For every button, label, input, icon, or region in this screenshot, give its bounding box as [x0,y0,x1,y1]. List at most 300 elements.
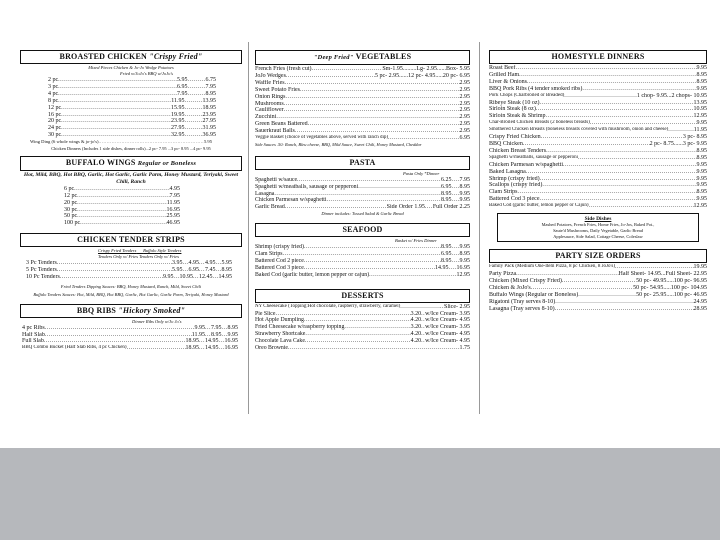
item-price: 2.95 [459,121,470,128]
dot-leader [578,155,696,162]
menu-column-middle [255,48,470,352]
buffalo-wings-header: BUFFALO WINGS Regular or Boneless [20,156,242,171]
broasted-subtitle: Mixed Pieces Chicken & Jo-Jo Wedge Potatoes [88,65,174,70]
item-name: Chicken Parmesan w/spaghetti [489,161,563,168]
item-price: w/Ice Cream- 4.95 [425,338,470,345]
item-price: 11.95 [693,127,707,134]
list-item [20,338,242,345]
item-price: 6.95 [441,183,452,190]
item-name: Spaghetti w/sauce [255,176,298,183]
item-name: 20 pc [64,199,78,206]
item-price: 2.95 [459,114,470,121]
item-price: 50 pc- 25.95.....100 pc- 46.95 [636,292,707,299]
item-name: BBQ Chicken [489,140,523,147]
item-name: Strawberry Shortcake [255,331,306,338]
dot-leader [304,265,435,272]
ribs-list [20,325,242,353]
item-price: 16.95 [456,264,470,271]
item-name: Clam Strips [255,251,283,257]
dot-leader [286,94,460,101]
item-price: Sm-1.95.........Lg- 2.95......Box- 5.95 [382,66,470,72]
vegetables-header: "Deep Fried" VEGETABLES [255,50,470,65]
homestyle-header: HOMESTYLE DINNERS [489,50,707,64]
list-item [20,112,242,119]
dot-leader [300,87,460,94]
list-item [255,73,470,80]
item-price: 8.95 [441,197,452,204]
side-dishes-box [497,213,699,242]
dot-leader [518,189,697,196]
item-price: 9.95 [459,190,470,197]
dot-leader [288,345,455,352]
item-price: 5.95 [177,77,188,83]
list-item [489,203,707,210]
dot-leader [668,127,693,134]
dot-leader [344,324,410,331]
list-item [255,191,470,198]
item-price: 27.95 [202,118,216,125]
item-name: 6 pc [64,185,75,192]
item-name: Roast Beef [489,65,516,71]
list-item [255,311,470,318]
list-item [255,272,470,279]
dot-leader [297,177,441,184]
item-name: Baked Cod (garlic butter, lemon pepper or cajun) [255,271,370,278]
item-name: Veggie Basket (choice of vegetables above, served with ranch dip) [255,135,389,141]
item-price: 5.95 [172,267,183,274]
dot-leader [284,101,460,108]
list-item [255,304,470,311]
dot-leader [449,272,457,279]
dot-leader [539,196,696,203]
party-size-header: PARTY SIZE ORDERS [489,249,707,263]
dot-leader [452,184,460,191]
dot-leader [369,272,448,279]
chicken-dinners-note: Chicken Dinners (Includes 1 side dishes, dinner rolls)...2 pc- 7.95 ...3 pc- 8.95 ...4 pc- 9.95 [51,146,211,152]
dot-leader [400,304,440,311]
dot-leader [57,267,172,274]
dot-leader [57,260,172,267]
item-price: 4.95 [188,260,199,267]
item-price: 31.95 [202,125,216,132]
item-name: 30 pc [64,206,78,213]
item-name: Chocolate Lava Cake [255,338,305,345]
dot-leader [45,325,195,332]
side-sauces-note: Side Sauces .50: Ranch, Bleu cheese, BBQ, Mild Sauce, Sweet Chili, Honey Mustard, Cheddar [255,141,422,147]
item-price: 8.95 [696,78,707,85]
item-price: 16.95 [166,206,180,213]
list-item [489,285,707,292]
item-price: 5.95 [221,260,232,267]
dot-leader [58,98,171,105]
buffalo-tender-sauces: Buffalo Tenders Sauces: Hot, Mild, BBQ, Hot BBQ, Garlic, Hot Garlic, Garlic Parm, Teriyaki, Honey Mustard [33,291,229,297]
bbq-ribs-header: BBQ RIBS "Hickory Smoked" [20,304,242,318]
item-price: 3.20 [410,310,422,317]
item-price: 8.95 [441,257,452,264]
item-price: 9.95 [696,65,707,71]
item-price: 23.95 [202,111,216,118]
item-price: 8.95 [205,90,216,97]
item-name: Chicken (Mixed Crispy Fried) [489,278,562,285]
item-name: Waffle Fries [255,79,285,86]
dot-leader [295,128,460,135]
list-item [489,182,707,189]
dot-leader [590,120,697,127]
item-price: 3.20 [410,324,422,331]
list-item [255,258,470,265]
list-item [20,125,242,132]
item-price: 8.95 [696,189,707,196]
item-name: Green Beans Battered [255,121,308,128]
item-price: 7.95 [205,83,216,90]
item-price: 19.95 [693,264,707,271]
item-name: Oreo Brownie [255,345,289,352]
item-price: 14.95 [218,274,232,281]
item-price: 15.95 [171,104,185,111]
item-price: 6.95 [441,251,452,257]
item-price: 2.95 [459,100,470,107]
side-dish-line: Mashed Potatoes, French Fries, Home Fries, Jo-Jos, Baked Pot., [541,222,655,228]
seafood-col-head: Basket w/ Fries Dinner [395,238,437,244]
list-item [489,176,707,183]
list-item [489,162,707,169]
item-price: 8.95 [459,183,470,190]
item-price: 8.95 [441,190,452,197]
pasta-dinner-note: Dinner includes: Tossed Salad & Garlic Bread [321,211,404,217]
dot-leader [578,292,636,299]
list-item [255,197,470,204]
ribs-col-head: Dinner Ribs Only w/Jo Jo's [132,318,182,324]
wing-ding-row: Wing Ding (6 whole wings & jo-jo's) ..... 5.95 [20,139,242,146]
list-item [489,169,707,176]
item-price: 8.95 [696,71,707,78]
item-name: Pie Slice [255,310,276,317]
item-price: 9.95 [227,331,238,338]
item-price: 6.75 [205,77,216,83]
side-dishes-title: Side Dishes [584,216,612,223]
dot-leader [60,274,163,281]
vegetables-list [255,66,470,142]
dot-leader [425,204,433,211]
dot-leader [452,258,460,265]
list-item [20,325,242,332]
item-name: 3 pc [48,83,59,90]
item-price: 9.95 [459,197,470,204]
dot-leader [185,132,203,139]
item-price: 6.95 [459,135,470,142]
dot-leader [275,311,410,318]
tenders-sub-head: Tenders Only w/ Fries Tenders Only w/ Fries [98,254,180,260]
item-price: 6.95 [177,83,188,90]
item-name: Half Slab [22,331,45,338]
side-dish-line: Saute'd Mushrooms, Daily Vegetable, Garlic Bread [553,227,643,233]
list-item [255,324,470,331]
item-name: Grilled Ham [489,71,520,78]
item-name: 12 pc [48,104,62,111]
item-name: Sauerkraut Balls [255,128,295,135]
party-list [489,264,707,312]
dot-leader [582,86,696,93]
item-price: 8.95 [211,331,222,338]
item-price: 12.95 [456,271,470,278]
dot-leader [185,98,203,105]
list-item [489,79,707,86]
item-price: 2.95 [459,93,470,100]
item-price: 4.20 [410,338,422,345]
list-item [255,66,470,73]
list-item [20,220,242,227]
dot-leader [540,176,697,183]
item-name: Sweet Potato Fries [255,86,300,93]
item-price: 18.95 [185,338,199,345]
dot-leader [358,184,441,191]
dot-leader [452,197,460,204]
item-price: w/Ice Cream- 3.95 [425,310,470,317]
item-price: 2.95 [459,86,470,93]
list-item [20,186,242,193]
item-name: Spaghetti w/meatballs, sausage or pepperoni [489,154,579,160]
dot-leader [546,148,696,155]
column-divider [248,42,249,414]
dot-leader [286,73,375,80]
item-name: 50 pc [64,213,78,220]
item-price: 8.95 [459,251,470,257]
dot-leader [44,338,186,345]
item-price: Full Order 2.25 [432,204,470,211]
tenders-group-head: Crispy Fried Tenders Buffalo Style Tenders [98,248,182,254]
item-name: 30 pc [48,132,62,139]
dot-leader [555,306,694,313]
list-item [255,128,470,135]
item-name: Char-Broiled Chicken Breasts (2 boneless breasts) [489,120,590,126]
item-price: 10.95 [693,106,707,113]
dot-leader [519,72,696,79]
item-price: 1.75 [459,345,470,352]
dot-leader [274,191,441,198]
dot-leader [61,125,171,132]
dot-leader [311,66,382,73]
dot-leader [562,278,636,285]
dot-leader [58,84,177,91]
list-item [20,267,242,274]
item-price: 16.95 [224,338,238,345]
list-item [489,113,707,120]
item-price: 9.95 [696,161,707,168]
item-name: Battered Cod 2 piece [255,257,304,264]
item-price: 9.95 [163,274,174,281]
dot-leader [563,162,697,169]
item-name: 4 pc [48,90,59,97]
item-price: 18.95 [202,104,216,111]
column-divider [479,42,480,414]
dot-leader [542,182,696,189]
dot-leader [516,65,697,72]
pasta-col-head: Pasta Only *Dinner [403,170,440,176]
list-item [255,265,470,272]
item-name: NY Cheesecake (Topping:Hot chocolate, raspberry, strawberry, caramel) [255,303,401,309]
list-item [489,120,707,127]
list-item [255,244,470,251]
item-price: w/Ice Cream- 4.95 [425,317,470,324]
item-price: 14.95 [205,345,219,352]
item-price: 9.95 [696,85,707,92]
item-price: 9.95 [696,168,707,175]
item-name: Lasagna [255,190,275,197]
item-price: 27.95 [171,125,185,132]
broasted-chicken-header: BROASTED CHICKEN "Crispy Fried" [20,50,242,64]
item-price: w/Ice Cream- 4.95 [425,331,470,338]
dot-leader [527,79,697,86]
item-price: 46.95 [166,220,180,227]
menu-column-right [489,48,707,313]
item-price: 24.95 [693,298,707,305]
item-name: BBQ Combo Bucket (Half Slab Ribs, 4 pc Chicken) [22,345,127,351]
dot-leader [531,285,633,292]
item-price: 9.95 [696,120,707,127]
tender-strips-header: CHICKEN TENDER STRIPS [20,233,242,247]
menu-column-left [20,48,242,352]
item-name: BBQ Pork Ribs (4 tender smoked ribs) [489,85,583,92]
list-item [20,84,242,91]
item-price: 3 pc- 8.95 [682,134,707,141]
list-item [489,134,707,141]
list-item [20,200,242,207]
pasta-header: PASTA [255,156,470,170]
item-price: 11.95 [191,331,205,338]
item-price: 1 chop- 9.95...2 chops- 10.95 [636,92,707,99]
item-price: 13.95 [693,99,707,106]
list-item [20,274,242,281]
item-price: 2.95 [459,128,470,135]
list-item [489,141,707,148]
dot-leader [188,91,206,98]
item-price: 25.95 [166,213,180,220]
item-name: 16 pc [48,111,62,118]
dot-leader [304,244,441,251]
item-price: Side Order 1.95 [386,204,425,211]
list-item [255,251,470,258]
desserts-list [255,304,470,352]
dot-leader [452,244,460,251]
dot-leader [77,207,166,214]
list-item [255,121,470,128]
dot-leader [285,204,387,211]
pasta-list [255,177,470,212]
list-item [20,98,242,105]
item-price: 19.95 [171,111,185,118]
item-name: French Fries (fresh cut) [255,66,312,72]
item-name: 5 Pc Tenders [26,267,57,274]
dot-leader [77,200,167,207]
item-name: Clam Strips [489,189,518,196]
item-name: Smothered Chicken Breasts (boneless breasts covered with mushroom, onion and cheese) [489,127,669,133]
dot-leader [615,264,693,271]
dot-leader [80,220,166,227]
item-price: 23.95 [171,118,185,125]
dot-leader [58,77,177,84]
item-price: 9.95 [696,175,707,182]
seafood-list [255,244,470,279]
item-name: Party Pizza [489,271,517,278]
item-name: Spaghetti w/meatballs, sausage or pepperoni [255,183,359,190]
dot-leader [284,107,460,114]
item-name: Zucchini [255,114,277,121]
item-name: Lasagna (Tray serves 8-10) [489,305,555,312]
item-price: Half Sheet- 14.95...Full Sheet- 22.95 [618,271,707,278]
item-name: 8 pc [48,97,59,104]
item-name: Sirloin Steak & Shrimp [489,113,546,120]
item-name: 3 Pc Tenders [26,260,57,267]
dot-leader [285,80,460,87]
dot-leader [526,169,697,176]
dot-leader [185,105,203,112]
list-item [489,93,707,100]
item-name: Pork Chops (Charbroiled or Breaded) [489,92,565,98]
item-name: Liver & Onions [489,78,527,85]
item-name: Full Slab [22,338,44,345]
dot-leader [564,93,637,100]
list-item [20,207,242,214]
item-price: 8.95 [441,244,452,251]
item-price: 9.95 [459,257,470,264]
dot-leader [77,193,169,200]
dot-leader [304,258,441,265]
item-price: 6.95 [188,267,199,274]
list-item [489,299,707,306]
dot-leader [546,113,694,120]
item-price: 16.95 [224,345,238,352]
item-price: 9.95 [696,182,707,189]
dot-leader [452,251,460,258]
item-name: 12 pc [64,192,78,199]
list-item [20,332,242,339]
dot-leader [283,251,441,258]
list-item [20,105,242,112]
item-price: 9.95 [696,196,707,203]
wing-flavors: Hot, Mild, BBQ, Hot BBQ, Garlic, Hot Garlic, Garlic Parm, Honey Mustard, Teriyaki, Sweet Chili, Ranch [23,171,239,185]
dot-leader [185,125,203,132]
item-price: 11.95 [171,97,185,104]
item-price: 8.95 [227,324,238,331]
seafood-header: SEAFOOD [255,223,470,237]
item-price: 8.95 [696,147,707,154]
item-name: Buffalo Wings (Regular or Boneless) [489,292,579,299]
dot-leader [185,118,203,125]
list-item [255,184,470,191]
dot-leader [61,105,171,112]
list-item [489,100,707,107]
item-price: 7.45 [205,267,216,274]
item-name: Chicken Breast Tenders [489,147,547,154]
item-price: 2 pc- 8.75......3 pc- 9.95 [649,140,707,147]
fried-tender-sauces: Fried Tenders Dipping Sauces: BBQ, Honey Mustard, Ranch, Mild, Sweet Chili [60,284,202,290]
dot-leader [308,121,460,128]
broasted-list [20,77,242,139]
dot-leader [77,213,166,220]
list-item [255,345,470,352]
list-item [255,87,470,94]
item-name: JoJo Wedges [255,72,286,79]
dot-leader [188,77,206,84]
dot-leader [305,331,410,338]
dot-leader [58,91,177,98]
list-item [255,338,470,345]
item-name: Onion Rings [255,93,286,100]
side-dishes-list [501,222,695,239]
list-item [255,114,470,121]
list-item [489,72,707,79]
list-item [20,77,242,84]
